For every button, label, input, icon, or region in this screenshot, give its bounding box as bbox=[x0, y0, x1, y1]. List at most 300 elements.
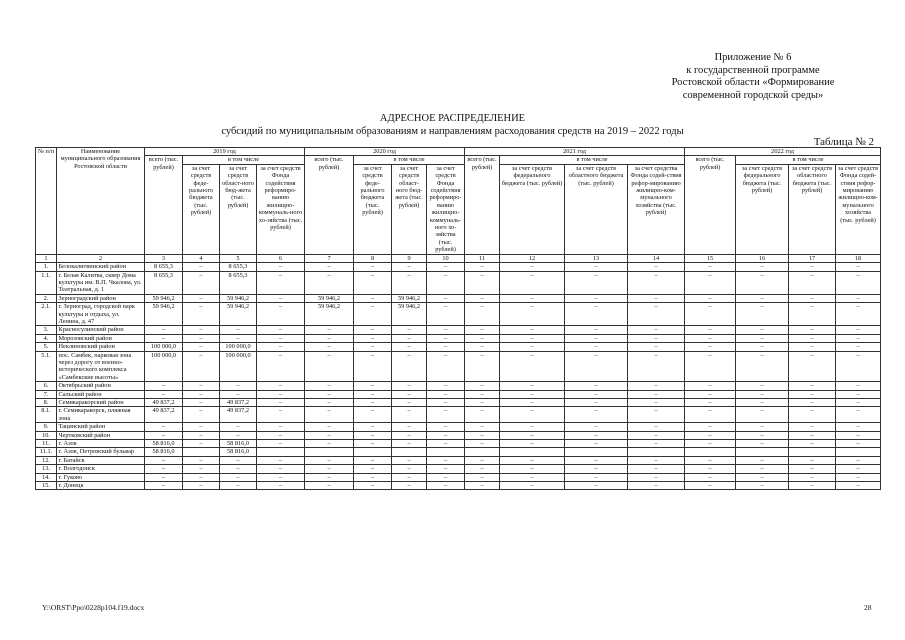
amount-cell: – bbox=[565, 351, 628, 382]
column-number-cell: 14 bbox=[628, 254, 685, 262]
amount-cell: – bbox=[354, 263, 392, 271]
amount-cell: – bbox=[305, 423, 354, 431]
header-regional: за счет средств област-ного бюд-жета (тыс. рублей) bbox=[392, 164, 427, 254]
column-number-cell: 1 bbox=[36, 254, 57, 262]
table-row bbox=[36, 303, 881, 326]
amount-cell: 58 816,0 bbox=[220, 440, 257, 448]
amount-cell: – bbox=[789, 465, 836, 473]
amount-cell: 8 655,3 bbox=[220, 271, 257, 294]
amount-cell: – bbox=[145, 465, 183, 473]
amount-cell: – bbox=[183, 390, 220, 398]
row-number-cell: 14. bbox=[36, 473, 57, 481]
amount-cell: – bbox=[685, 482, 736, 490]
column-number-cell: 9 bbox=[392, 254, 427, 262]
amount-cell: – bbox=[685, 456, 736, 464]
amount-cell: – bbox=[465, 303, 500, 326]
header-federal: за счет средств феде-рального бюджета (тыс. рублей) bbox=[354, 164, 392, 254]
table-caption: Таблица № 2 bbox=[813, 136, 874, 148]
column-number-cell: 15 bbox=[685, 254, 736, 262]
amount-cell: – bbox=[305, 334, 354, 342]
amount-cell: – bbox=[736, 390, 789, 398]
amount-cell bbox=[427, 448, 465, 456]
amount-cell: – bbox=[183, 399, 220, 407]
amount-cell: – bbox=[257, 423, 305, 431]
table-row bbox=[36, 440, 881, 448]
amount-cell: – bbox=[183, 440, 220, 448]
amount-cell: – bbox=[305, 271, 354, 294]
table-row bbox=[36, 390, 881, 398]
amount-cell: – bbox=[628, 473, 685, 481]
municipality-name-cell: Зерноградский район bbox=[57, 294, 145, 302]
amount-cell: – bbox=[183, 423, 220, 431]
header-including: в том числе bbox=[500, 156, 685, 164]
amount-cell: 8 655,3 bbox=[220, 263, 257, 271]
title-subheading: субсидий по муниципальным образованиям и направлениям расходования средств на 2019 – 2022 годы bbox=[221, 125, 684, 137]
table-row bbox=[36, 263, 881, 271]
amount-cell: – bbox=[305, 465, 354, 473]
amount-cell bbox=[836, 448, 881, 456]
amount-cell: – bbox=[183, 351, 220, 382]
row-number-cell: 5.1. bbox=[36, 351, 57, 382]
amount-cell: – bbox=[685, 399, 736, 407]
amount-cell: – bbox=[789, 343, 836, 351]
amount-cell: – bbox=[257, 271, 305, 294]
amount-cell: – bbox=[736, 294, 789, 302]
amount-cell bbox=[305, 448, 354, 456]
amount-cell: – bbox=[392, 407, 427, 423]
row-number-cell: 1.1. bbox=[36, 271, 57, 294]
amount-cell: – bbox=[305, 473, 354, 481]
row-number-cell: 6. bbox=[36, 382, 57, 390]
amount-cell: – bbox=[354, 303, 392, 326]
amount-cell: – bbox=[427, 456, 465, 464]
amount-cell: – bbox=[736, 431, 789, 439]
appendix-note bbox=[643, 52, 863, 102]
amount-cell: – bbox=[565, 343, 628, 351]
amount-cell bbox=[685, 448, 736, 456]
municipality-name-cell: Белокалитвинский район bbox=[57, 263, 145, 271]
amount-cell: – bbox=[465, 440, 500, 448]
amount-cell: – bbox=[736, 456, 789, 464]
amount-cell: – bbox=[836, 440, 881, 448]
amount-cell: – bbox=[789, 473, 836, 481]
amount-cell: – bbox=[789, 263, 836, 271]
amount-cell: – bbox=[685, 326, 736, 334]
header-total: всего (тыс. рублей) bbox=[685, 156, 736, 254]
amount-cell: – bbox=[565, 399, 628, 407]
amount-cell: – bbox=[354, 407, 392, 423]
amount-cell: – bbox=[736, 473, 789, 481]
amount-cell: – bbox=[183, 303, 220, 326]
amount-cell: 100 000,0 bbox=[220, 351, 257, 382]
header-regional: за счет средств областного бюджета (тыс. рублей) bbox=[789, 164, 836, 254]
header-year-2019: 2019 год bbox=[145, 148, 305, 156]
amount-cell: – bbox=[354, 473, 392, 481]
amount-cell: – bbox=[836, 482, 881, 490]
amount-cell: 59 946,2 bbox=[392, 303, 427, 326]
header-regional: за счет средств област-ного бюд-жета (тыс. рублей) bbox=[220, 164, 257, 254]
amount-cell: – bbox=[220, 390, 257, 398]
amount-cell: – bbox=[257, 399, 305, 407]
amount-cell: – bbox=[628, 343, 685, 351]
amount-cell: – bbox=[145, 456, 183, 464]
amount-cell bbox=[183, 448, 220, 456]
amount-cell: – bbox=[836, 382, 881, 390]
municipality-name-cell: г. Семикаракорск, пляжная зона bbox=[57, 407, 145, 423]
amount-cell: – bbox=[305, 440, 354, 448]
row-number-cell: 5. bbox=[36, 343, 57, 351]
row-number-cell: 11. bbox=[36, 440, 57, 448]
amount-cell: – bbox=[183, 334, 220, 342]
amount-cell: – bbox=[736, 263, 789, 271]
amount-cell: – bbox=[500, 431, 565, 439]
amount-cell: – bbox=[836, 303, 881, 326]
amount-cell: – bbox=[257, 456, 305, 464]
amount-cell: 59 946,2 bbox=[220, 294, 257, 302]
amount-cell: – bbox=[685, 431, 736, 439]
amount-cell: – bbox=[465, 390, 500, 398]
amount-cell: – bbox=[628, 334, 685, 342]
table-row bbox=[36, 431, 881, 439]
amount-cell: – bbox=[354, 456, 392, 464]
header-fund: за счет средств Фонда содействия реформиро-ванию жилищно-коммуналь-ного хо-зяйства (тыс. рублей) bbox=[427, 164, 465, 254]
amount-cell: – bbox=[565, 390, 628, 398]
amount-cell: 49 837,2 bbox=[220, 399, 257, 407]
amount-cell: – bbox=[565, 440, 628, 448]
amount-cell: – bbox=[565, 382, 628, 390]
amount-cell: – bbox=[789, 440, 836, 448]
municipality-name-cell: Красносулинский район bbox=[57, 326, 145, 334]
amount-cell: – bbox=[685, 271, 736, 294]
amount-cell: – bbox=[465, 334, 500, 342]
table-header bbox=[36, 148, 881, 255]
amount-cell: – bbox=[183, 271, 220, 294]
amount-cell: – bbox=[257, 465, 305, 473]
amount-cell: – bbox=[736, 440, 789, 448]
amount-cell: – bbox=[500, 326, 565, 334]
amount-cell: – bbox=[427, 482, 465, 490]
amount-cell: – bbox=[836, 456, 881, 464]
amount-cell: – bbox=[789, 431, 836, 439]
row-number-cell: 12. bbox=[36, 456, 57, 464]
amount-cell: – bbox=[465, 263, 500, 271]
column-number-cell: 12 bbox=[500, 254, 565, 262]
amount-cell: – bbox=[392, 399, 427, 407]
amount-cell: – bbox=[685, 263, 736, 271]
amount-cell: – bbox=[565, 456, 628, 464]
amount-cell: 59 946,2 bbox=[305, 303, 354, 326]
amount-cell: – bbox=[145, 326, 183, 334]
footer-file-path: Y:\ORST\Ppo\0228p104.f19.docx bbox=[42, 603, 145, 612]
amount-cell: 59 946,2 bbox=[145, 303, 183, 326]
amount-cell: – bbox=[565, 303, 628, 326]
municipality-name-cell: Тацинский район bbox=[57, 423, 145, 431]
amount-cell: – bbox=[736, 465, 789, 473]
amount-cell: – bbox=[836, 473, 881, 481]
amount-cell bbox=[392, 448, 427, 456]
row-number-cell: 2. bbox=[36, 294, 57, 302]
allocation-table bbox=[35, 147, 881, 490]
column-number-cell: 18 bbox=[836, 254, 881, 262]
amount-cell: – bbox=[628, 303, 685, 326]
table-row bbox=[36, 423, 881, 431]
amount-cell: – bbox=[500, 473, 565, 481]
amount-cell: – bbox=[392, 482, 427, 490]
amount-cell: – bbox=[427, 399, 465, 407]
amount-cell: – bbox=[836, 423, 881, 431]
amount-cell: – bbox=[789, 271, 836, 294]
header-fund: за счет средств Фонда содей-ствия рефор-мированию жилищно-ком-мунального хозяйства (тыс. рублей) bbox=[836, 164, 881, 254]
amount-cell: – bbox=[465, 326, 500, 334]
amount-cell: – bbox=[392, 423, 427, 431]
amount-cell: – bbox=[145, 382, 183, 390]
amount-cell bbox=[565, 448, 628, 456]
column-number-cell: 13 bbox=[565, 254, 628, 262]
column-number-cell: 2 bbox=[57, 254, 145, 262]
amount-cell bbox=[465, 448, 500, 456]
amount-cell: – bbox=[392, 326, 427, 334]
amount-cell: – bbox=[257, 294, 305, 302]
amount-cell: – bbox=[183, 407, 220, 423]
header-federal: за счет средств федерального бюджета (тыс. рублей) bbox=[736, 164, 789, 254]
amount-cell: – bbox=[836, 465, 881, 473]
header-including: в том числе bbox=[736, 156, 881, 164]
amount-cell: – bbox=[145, 482, 183, 490]
amount-cell: – bbox=[305, 382, 354, 390]
amount-cell: – bbox=[257, 382, 305, 390]
header-including: в том числе bbox=[354, 156, 465, 164]
amount-cell: – bbox=[465, 351, 500, 382]
amount-cell: – bbox=[628, 263, 685, 271]
row-number-cell: 15. bbox=[36, 482, 57, 490]
amount-cell: – bbox=[220, 334, 257, 342]
amount-cell bbox=[354, 448, 392, 456]
amount-cell: – bbox=[427, 431, 465, 439]
table-row bbox=[36, 343, 881, 351]
amount-cell: – bbox=[305, 326, 354, 334]
amount-cell: – bbox=[354, 382, 392, 390]
amount-cell: – bbox=[183, 482, 220, 490]
amount-cell: – bbox=[500, 399, 565, 407]
amount-cell: – bbox=[427, 294, 465, 302]
amount-cell: – bbox=[183, 382, 220, 390]
amount-cell: 49 837,2 bbox=[145, 407, 183, 423]
amount-cell: – bbox=[836, 271, 881, 294]
header-name: Наименование муниципального образования Ростовской области bbox=[57, 148, 145, 255]
amount-cell: – bbox=[392, 351, 427, 382]
amount-cell: – bbox=[465, 382, 500, 390]
header-total: всего (тыс. рублей) bbox=[145, 156, 183, 254]
amount-cell: – bbox=[685, 382, 736, 390]
amount-cell: – bbox=[354, 390, 392, 398]
amount-cell: – bbox=[465, 431, 500, 439]
municipality-name-cell: г. Азов bbox=[57, 440, 145, 448]
amount-cell: – bbox=[427, 465, 465, 473]
amount-cell: 59 946,2 bbox=[392, 294, 427, 302]
amount-cell: – bbox=[836, 351, 881, 382]
amount-cell: – bbox=[427, 407, 465, 423]
amount-cell: – bbox=[565, 263, 628, 271]
amount-cell: – bbox=[220, 456, 257, 464]
amount-cell: – bbox=[685, 407, 736, 423]
amount-cell: – bbox=[789, 334, 836, 342]
amount-cell: – bbox=[392, 390, 427, 398]
amount-cell: – bbox=[427, 303, 465, 326]
amount-cell: – bbox=[565, 473, 628, 481]
amount-cell: – bbox=[736, 407, 789, 423]
amount-cell: – bbox=[789, 303, 836, 326]
amount-cell: – bbox=[500, 294, 565, 302]
column-number-cell: 6 bbox=[257, 254, 305, 262]
amount-cell: – bbox=[628, 465, 685, 473]
amount-cell: – bbox=[465, 271, 500, 294]
amount-cell: – bbox=[392, 382, 427, 390]
header-year-2020: 2020 год bbox=[305, 148, 465, 156]
row-number-cell: 11.1. bbox=[36, 448, 57, 456]
amount-cell: – bbox=[427, 390, 465, 398]
amount-cell: – bbox=[565, 431, 628, 439]
amount-cell: – bbox=[465, 482, 500, 490]
amount-cell: – bbox=[220, 382, 257, 390]
table-row bbox=[36, 351, 881, 382]
amount-cell: – bbox=[789, 456, 836, 464]
municipality-name-cell: г. Зерноград, городской парк культуры и отдыха, ул. Ленина, д. 47 bbox=[57, 303, 145, 326]
column-number-cell: 10 bbox=[427, 254, 465, 262]
amount-cell: – bbox=[500, 382, 565, 390]
amount-cell: 59 946,2 bbox=[145, 294, 183, 302]
appendix-line: Приложение № 6 bbox=[714, 52, 792, 63]
amount-cell: – bbox=[354, 482, 392, 490]
amount-cell: – bbox=[305, 351, 354, 382]
amount-cell: – bbox=[145, 431, 183, 439]
header-regional: за счет средств областного бюджета (тыс. рублей) bbox=[565, 164, 628, 254]
amount-cell: – bbox=[500, 303, 565, 326]
amount-cell: – bbox=[685, 440, 736, 448]
amount-cell: – bbox=[354, 271, 392, 294]
amount-cell: – bbox=[685, 303, 736, 326]
amount-cell: – bbox=[220, 423, 257, 431]
amount-cell: – bbox=[500, 334, 565, 342]
amount-cell: – bbox=[183, 263, 220, 271]
amount-cell: – bbox=[789, 326, 836, 334]
amount-cell bbox=[257, 448, 305, 456]
amount-cell: – bbox=[836, 263, 881, 271]
amount-cell: – bbox=[628, 382, 685, 390]
amount-cell: – bbox=[736, 351, 789, 382]
amount-cell: 8 655,3 bbox=[145, 263, 183, 271]
header-year-2022: 2022 год bbox=[685, 148, 881, 156]
amount-cell: – bbox=[220, 465, 257, 473]
amount-cell: – bbox=[836, 407, 881, 423]
amount-cell: – bbox=[257, 431, 305, 439]
amount-cell: – bbox=[565, 294, 628, 302]
amount-cell: – bbox=[628, 294, 685, 302]
table-row bbox=[36, 407, 881, 423]
amount-cell: – bbox=[305, 431, 354, 439]
amount-cell: – bbox=[220, 431, 257, 439]
amount-cell: – bbox=[183, 294, 220, 302]
amount-cell: – bbox=[685, 294, 736, 302]
column-number-cell: 4 bbox=[183, 254, 220, 262]
amount-cell: – bbox=[183, 473, 220, 481]
amount-cell: – bbox=[305, 343, 354, 351]
amount-cell: – bbox=[628, 440, 685, 448]
amount-cell: – bbox=[628, 407, 685, 423]
municipality-name-cell: г. Гуково bbox=[57, 473, 145, 481]
header-year-2021: 2021 год bbox=[465, 148, 685, 156]
table-row bbox=[36, 294, 881, 302]
municipality-name-cell: г. Волгодонск bbox=[57, 465, 145, 473]
municipality-name-cell: пос. Самбек, парковая зона через дорогу от военно-исторического комплекса «Самбекские высоты» bbox=[57, 351, 145, 382]
amount-cell: – bbox=[465, 343, 500, 351]
amount-cell: – bbox=[565, 326, 628, 334]
amount-cell: – bbox=[257, 482, 305, 490]
municipality-name-cell: г. Батайск bbox=[57, 456, 145, 464]
amount-cell: – bbox=[736, 423, 789, 431]
amount-cell: – bbox=[465, 407, 500, 423]
table-body bbox=[36, 254, 881, 490]
amount-cell: – bbox=[427, 326, 465, 334]
amount-cell: – bbox=[565, 423, 628, 431]
amount-cell: – bbox=[565, 334, 628, 342]
amount-cell: – bbox=[392, 343, 427, 351]
amount-cell: – bbox=[257, 351, 305, 382]
amount-cell: – bbox=[392, 431, 427, 439]
amount-cell: – bbox=[736, 482, 789, 490]
amount-cell: – bbox=[465, 294, 500, 302]
amount-cell: – bbox=[736, 343, 789, 351]
header-fund: за счет средства Фонда содей-ствия рефор-мированию жилищно-ком-мунального хозяйства (тыс. рублей) bbox=[628, 164, 685, 254]
amount-cell: – bbox=[354, 440, 392, 448]
table-row bbox=[36, 326, 881, 334]
amount-cell: 49 837,2 bbox=[220, 407, 257, 423]
title-heading: АДРЕСНОЕ РАСПРЕДЕЛЕНИЕ bbox=[379, 113, 526, 124]
amount-cell: – bbox=[257, 263, 305, 271]
municipality-name-cell: Сальский район bbox=[57, 390, 145, 398]
table-row bbox=[36, 448, 881, 456]
municipality-name-cell: г. Азов, Петровский бульвар bbox=[57, 448, 145, 456]
amount-cell: – bbox=[354, 343, 392, 351]
amount-cell: – bbox=[789, 399, 836, 407]
amount-cell: – bbox=[354, 334, 392, 342]
amount-cell: – bbox=[305, 407, 354, 423]
amount-cell: – bbox=[836, 399, 881, 407]
amount-cell: – bbox=[305, 263, 354, 271]
amount-cell: – bbox=[685, 343, 736, 351]
appendix-line: современной городской среды» bbox=[682, 89, 824, 101]
amount-cell: – bbox=[392, 271, 427, 294]
amount-cell: – bbox=[685, 334, 736, 342]
municipality-name-cell: Семикаракорский район bbox=[57, 399, 145, 407]
amount-cell bbox=[736, 448, 789, 456]
amount-cell: – bbox=[500, 440, 565, 448]
amount-cell bbox=[500, 448, 565, 456]
amount-cell: – bbox=[789, 390, 836, 398]
amount-cell: – bbox=[500, 271, 565, 294]
amount-cell: – bbox=[500, 263, 565, 271]
column-number-cell: 17 bbox=[789, 254, 836, 262]
amount-cell: – bbox=[220, 326, 257, 334]
amount-cell: – bbox=[628, 271, 685, 294]
amount-cell: – bbox=[257, 326, 305, 334]
amount-cell: – bbox=[500, 465, 565, 473]
header-total: всего (тыс. рублей) bbox=[305, 156, 354, 254]
amount-cell: – bbox=[789, 423, 836, 431]
column-number-cell: 11 bbox=[465, 254, 500, 262]
amount-cell: – bbox=[500, 343, 565, 351]
amount-cell: – bbox=[500, 482, 565, 490]
amount-cell: – bbox=[500, 407, 565, 423]
